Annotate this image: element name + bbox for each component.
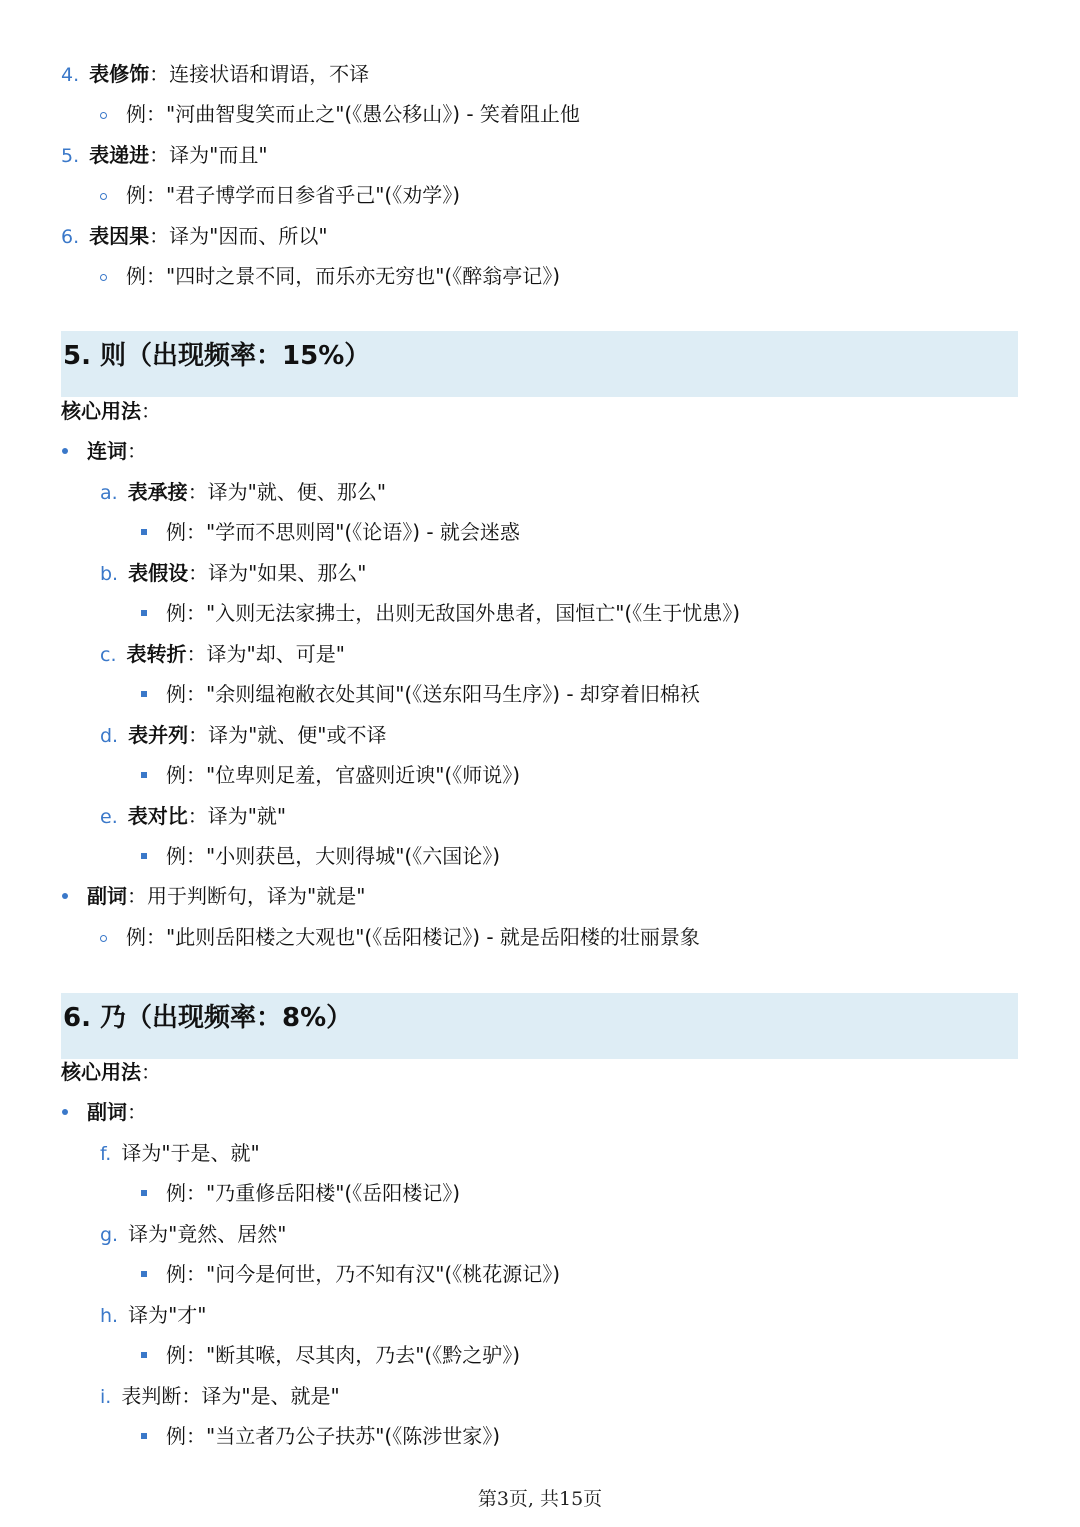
example-text: 例："余则缊袍敝衣处其间"(《送东阳马生序》) - 却穿着旧棉袄 bbox=[166, 682, 700, 706]
sub-item bbox=[100, 1305, 207, 1326]
usage-desc: 译为"竟然、居然" bbox=[128, 1222, 287, 1246]
usage-term: 表对比 bbox=[127, 804, 188, 828]
list-number: 4. bbox=[61, 64, 80, 86]
square-bullet-icon bbox=[141, 853, 147, 859]
sub-letter: d. bbox=[100, 725, 119, 747]
usage-desc: ：译为"如果、那么" bbox=[188, 561, 367, 585]
square-bullet-icon bbox=[141, 772, 147, 778]
circle-bullet-icon bbox=[100, 193, 107, 200]
sub-letter: b. bbox=[100, 563, 119, 585]
example-text: 例："乃重修岳阳楼"(《岳阳楼记》) bbox=[166, 1181, 461, 1205]
colon: ： bbox=[127, 439, 147, 463]
usage-desc: 译为"才" bbox=[128, 1303, 207, 1327]
square-bullet-icon bbox=[141, 1352, 147, 1358]
page-footer: 第3页, 共15页 bbox=[477, 1488, 603, 1510]
sub-item bbox=[100, 725, 387, 746]
adverb-label bbox=[87, 1102, 147, 1122]
conjunction-label bbox=[87, 441, 147, 461]
sub-item bbox=[100, 1386, 340, 1407]
usage-desc: ：用于判断句，译为"就是" bbox=[127, 884, 366, 908]
example-text: 例："小则获邑，大则得城"(《六国论》) bbox=[166, 844, 501, 868]
square-bullet-icon bbox=[141, 691, 147, 697]
example-text: 例："学而不思则罔"(《论语》) - 就会迷惑 bbox=[166, 520, 520, 544]
usage-term: 表并列 bbox=[128, 723, 189, 747]
example-text: 例："君子博学而日参省乎己"(《劝学》) bbox=[126, 183, 461, 207]
usage-desc: 表判断：译为"是、就是" bbox=[121, 1384, 340, 1408]
colon: ： bbox=[127, 1100, 147, 1124]
disc-bullet-icon bbox=[62, 1109, 68, 1115]
sub-letter: c. bbox=[100, 644, 117, 666]
sub-item bbox=[100, 806, 286, 827]
example-text: 例："入则无法家拂士，出则无敌国外患者，国恒亡"(《生于忧患》) bbox=[166, 601, 741, 625]
list-number: 5. bbox=[61, 145, 80, 167]
section-heading-band bbox=[61, 993, 1018, 1059]
sub-letter: g. bbox=[100, 1224, 119, 1246]
sub-letter: e. bbox=[100, 806, 118, 828]
usage-desc: ：译为"就、便、那么" bbox=[187, 480, 387, 504]
core-usage-text: 核心用法 bbox=[61, 399, 141, 423]
example-text: 例："当立者乃公子扶苏"(《陈涉世家》) bbox=[166, 1424, 501, 1448]
adverb-text: 副词 bbox=[87, 884, 127, 908]
circle-bullet-icon bbox=[100, 274, 107, 281]
usage-desc: ：连接状语和谓语，不译 bbox=[149, 62, 370, 86]
colon: ： bbox=[141, 1060, 161, 1084]
sub-letter: f. bbox=[100, 1143, 112, 1165]
list-item-4 bbox=[61, 64, 369, 85]
usage-term: 表转折 bbox=[126, 642, 187, 666]
usage-desc: ：译为"而且" bbox=[149, 143, 268, 167]
square-bullet-icon bbox=[141, 610, 147, 616]
example-text: 例："问今是何世，乃不知有汉"(《桃花源记》) bbox=[166, 1262, 561, 1286]
core-usage-label bbox=[61, 401, 161, 421]
usage-term: 表假设 bbox=[128, 561, 189, 585]
list-item-5 bbox=[61, 145, 268, 166]
section-heading-band bbox=[61, 331, 1018, 397]
usage-desc: ：译为"就、便"或不译 bbox=[188, 723, 387, 747]
conjunction-text: 连词 bbox=[87, 439, 127, 463]
adverb-item bbox=[87, 886, 365, 906]
disc-bullet-icon bbox=[62, 893, 68, 899]
sub-item bbox=[100, 1143, 260, 1164]
sub-letter: a. bbox=[100, 482, 118, 504]
square-bullet-icon bbox=[141, 1190, 147, 1196]
sub-item bbox=[100, 644, 345, 665]
circle-bullet-icon bbox=[100, 112, 107, 119]
section-heading: 5. 则（出现频率：15%） bbox=[63, 341, 371, 371]
core-usage-text: 核心用法 bbox=[61, 1060, 141, 1084]
example-text: 例："位卑则足羞，官盛则近谀"(《师说》) bbox=[166, 763, 521, 787]
sub-item bbox=[100, 482, 386, 503]
sub-item bbox=[100, 1224, 287, 1245]
usage-term: 表修饰 bbox=[89, 62, 150, 86]
colon: ： bbox=[141, 399, 161, 423]
usage-desc: 译为"于是、就" bbox=[121, 1141, 260, 1165]
sub-letter: i. bbox=[100, 1386, 112, 1408]
usage-term: 表承接 bbox=[127, 480, 188, 504]
usage-term: 表递进 bbox=[89, 143, 150, 167]
usage-desc: ：译为"却、可是" bbox=[186, 642, 345, 666]
disc-bullet-icon bbox=[62, 448, 68, 454]
circle-bullet-icon bbox=[100, 935, 107, 942]
square-bullet-icon bbox=[141, 1433, 147, 1439]
list-number: 6. bbox=[61, 226, 80, 248]
usage-desc: ：译为"就" bbox=[187, 804, 287, 828]
sub-letter: h. bbox=[100, 1305, 119, 1327]
example-text: 例："四时之景不同，而乐亦无穷也"(《醉翁亭记》) bbox=[126, 264, 561, 288]
usage-desc: ：译为"因而、所以" bbox=[149, 224, 328, 248]
core-usage-label bbox=[61, 1062, 161, 1082]
section-heading: 6. 乃（出现频率：8%） bbox=[63, 1003, 353, 1033]
adverb-text: 副词 bbox=[87, 1100, 127, 1124]
example-text: 例："河曲智叟笑而止之"(《愚公移山》) - 笑着阻止他 bbox=[126, 102, 580, 126]
square-bullet-icon bbox=[141, 529, 147, 535]
usage-term: 表因果 bbox=[89, 224, 150, 248]
sub-item bbox=[100, 563, 367, 584]
example-text: 例："此则岳阳楼之大观也"(《岳阳楼记》) - 就是岳阳楼的壮丽景象 bbox=[126, 925, 700, 949]
square-bullet-icon bbox=[141, 1271, 147, 1277]
list-item-6 bbox=[61, 226, 328, 247]
example-text: 例："断其喉，尽其肉，乃去"(《黔之驴》) bbox=[166, 1343, 521, 1367]
